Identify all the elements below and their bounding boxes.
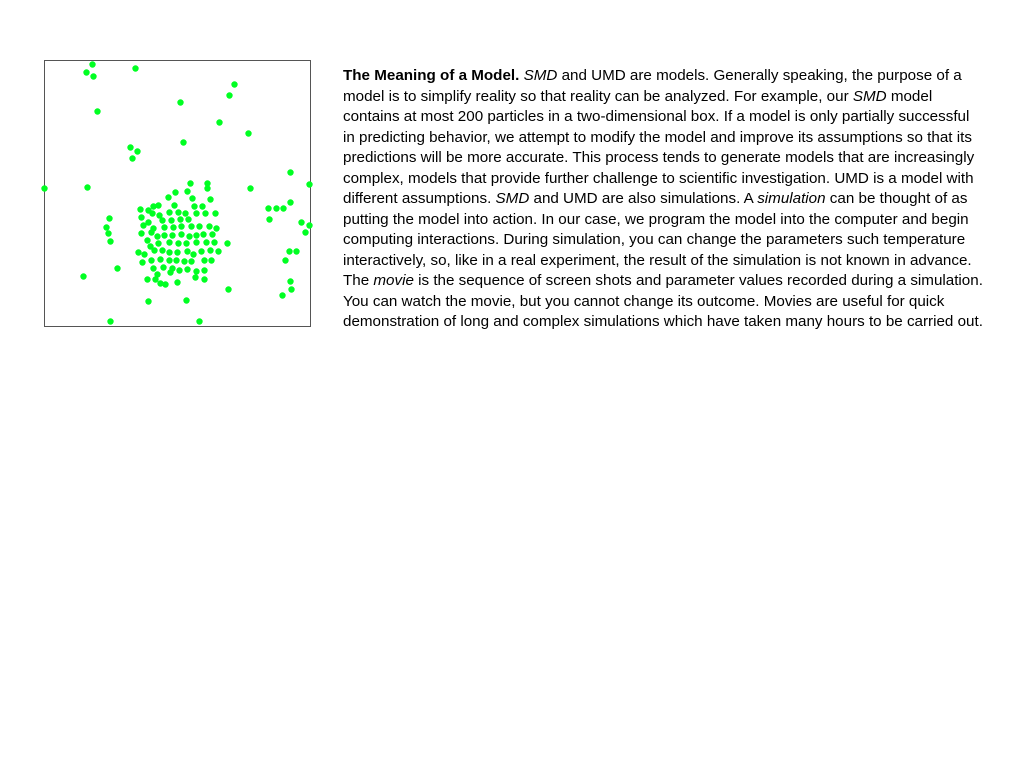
particle	[273, 205, 279, 211]
particle	[282, 257, 288, 263]
particle	[161, 232, 167, 238]
particle	[198, 248, 204, 254]
particle	[302, 229, 308, 235]
particle	[298, 219, 304, 225]
particle	[107, 318, 113, 324]
particle	[105, 230, 111, 236]
particle	[247, 185, 253, 191]
text-run: and UMD are also simulations. A	[529, 190, 758, 207]
particle	[173, 257, 179, 263]
particle	[84, 184, 90, 190]
particle	[149, 210, 155, 216]
particle	[161, 224, 167, 230]
particle-simulation-box	[44, 60, 311, 327]
text-run: and UMD are models. Generally speaking, the purpose of a model is to simplify reality so that reality can be analyzed. For example, our	[343, 67, 962, 105]
particle	[193, 210, 199, 216]
particle	[204, 185, 210, 191]
particle	[176, 267, 182, 273]
particle	[132, 65, 138, 71]
particle	[171, 202, 177, 208]
particle	[89, 61, 95, 67]
particle	[200, 231, 206, 237]
particle	[196, 318, 202, 324]
particle	[152, 276, 158, 282]
particle	[141, 251, 147, 257]
particle	[196, 223, 202, 229]
particle	[201, 267, 207, 273]
particle	[135, 249, 141, 255]
particle	[151, 247, 157, 253]
particle	[208, 257, 214, 263]
particle	[279, 292, 285, 298]
model-description-paragraph	[343, 66, 983, 333]
particle	[159, 217, 165, 223]
particle	[137, 206, 143, 212]
particle	[184, 248, 190, 254]
particle	[183, 297, 189, 303]
term-smd: SMD	[852, 87, 887, 105]
particle	[216, 119, 222, 125]
particle	[190, 251, 196, 257]
text-run: can be thought of as putting the model into action. In our case, we program the model into the computer and begin computing interactions. During simulation, you can change the parameters such temperature interactively, so, like in a real experiment, the result of the simulation is not known in advance. The	[343, 190, 972, 289]
particle	[215, 248, 221, 254]
particle	[175, 209, 181, 215]
particle	[154, 233, 160, 239]
particle	[193, 239, 199, 245]
term-simulation: simulation	[757, 190, 826, 207]
particle	[166, 209, 172, 215]
particle	[201, 276, 207, 282]
particle	[224, 240, 230, 246]
particle	[150, 203, 156, 209]
particle	[187, 180, 193, 186]
particle	[203, 239, 209, 245]
particle	[293, 248, 299, 254]
particle	[174, 279, 180, 285]
particle	[167, 269, 173, 275]
text-run: is the sequence of screen shots and parameter values recorded during a simulation. You can watch the movie, but you cannot change its outcome. Movies are useful for quick demonstration of long and complex simulations which have taken many hours to be carried out.	[343, 272, 983, 330]
particle	[144, 276, 150, 282]
particle	[157, 256, 163, 262]
particle	[138, 214, 144, 220]
particle	[225, 286, 231, 292]
particle	[183, 240, 189, 246]
particle	[306, 181, 312, 187]
particle	[172, 189, 178, 195]
term-smd: SMD	[495, 190, 530, 207]
particle	[170, 224, 176, 230]
particle	[181, 258, 187, 264]
particle	[212, 210, 218, 216]
particle	[103, 224, 109, 230]
particle	[159, 247, 165, 253]
particle	[169, 232, 175, 238]
particle	[288, 286, 294, 292]
particle	[280, 205, 286, 211]
term-movie: movie	[373, 272, 414, 289]
particle	[266, 216, 272, 222]
particle	[157, 280, 163, 286]
particle	[206, 223, 212, 229]
particle	[188, 258, 194, 264]
particle	[199, 203, 205, 209]
particle	[83, 69, 89, 75]
particle	[177, 216, 183, 222]
particle	[207, 247, 213, 253]
particle	[178, 231, 184, 237]
particle	[193, 268, 199, 274]
particle	[287, 169, 293, 175]
particle	[188, 223, 194, 229]
particle	[306, 222, 312, 228]
particle	[287, 278, 293, 284]
particle	[178, 223, 184, 229]
particle	[186, 233, 192, 239]
particle	[134, 148, 140, 154]
particle	[201, 257, 207, 263]
particle	[106, 215, 112, 221]
particle	[189, 195, 195, 201]
particle	[177, 99, 183, 105]
particle	[180, 139, 186, 145]
particle	[184, 188, 190, 194]
text-run: model contains at most 200 particles in a two-dimensional box. If a model is only partially successful in predicting behavior, we attempt to modify the model and improve its assumptions so that its predictions will be more accurate. This process tends to generate models that are increasingly complex, models that provide further challenge to scientific investigation. UMD is a model with different assumptions.	[343, 87, 975, 207]
particle	[148, 257, 154, 263]
particle	[192, 274, 198, 280]
particle	[129, 155, 135, 161]
particle	[286, 248, 292, 254]
particle	[207, 196, 213, 202]
particle	[213, 225, 219, 231]
particle	[41, 185, 47, 191]
particle	[245, 130, 251, 136]
particle	[231, 81, 237, 87]
particle	[182, 210, 188, 216]
particle	[139, 259, 145, 265]
particle	[80, 273, 86, 279]
particle	[150, 265, 156, 271]
particle	[138, 230, 144, 236]
particle	[175, 240, 181, 246]
particle	[90, 73, 96, 79]
particle	[155, 240, 161, 246]
particle	[145, 298, 151, 304]
paragraph-heading: The Meaning of a Model.	[343, 67, 520, 84]
particle	[193, 232, 199, 238]
particle	[211, 239, 217, 245]
particle	[166, 249, 172, 255]
particle	[166, 257, 172, 263]
particle	[184, 266, 190, 272]
particle	[185, 216, 191, 222]
particle	[127, 144, 133, 150]
particle	[140, 222, 146, 228]
particle	[226, 92, 232, 98]
particle	[94, 108, 100, 114]
particle	[114, 265, 120, 271]
particle	[174, 249, 180, 255]
particle	[148, 229, 154, 235]
particle	[165, 194, 171, 200]
particle	[265, 205, 271, 211]
particle	[107, 238, 113, 244]
particle	[287, 199, 293, 205]
particle	[168, 217, 174, 223]
particle	[202, 210, 208, 216]
particle	[144, 237, 150, 243]
particle	[209, 231, 215, 237]
term-smd: SMD	[523, 67, 558, 84]
particle	[160, 264, 166, 270]
particles-layer	[44, 60, 311, 327]
particle	[191, 203, 197, 209]
particle	[166, 239, 172, 245]
